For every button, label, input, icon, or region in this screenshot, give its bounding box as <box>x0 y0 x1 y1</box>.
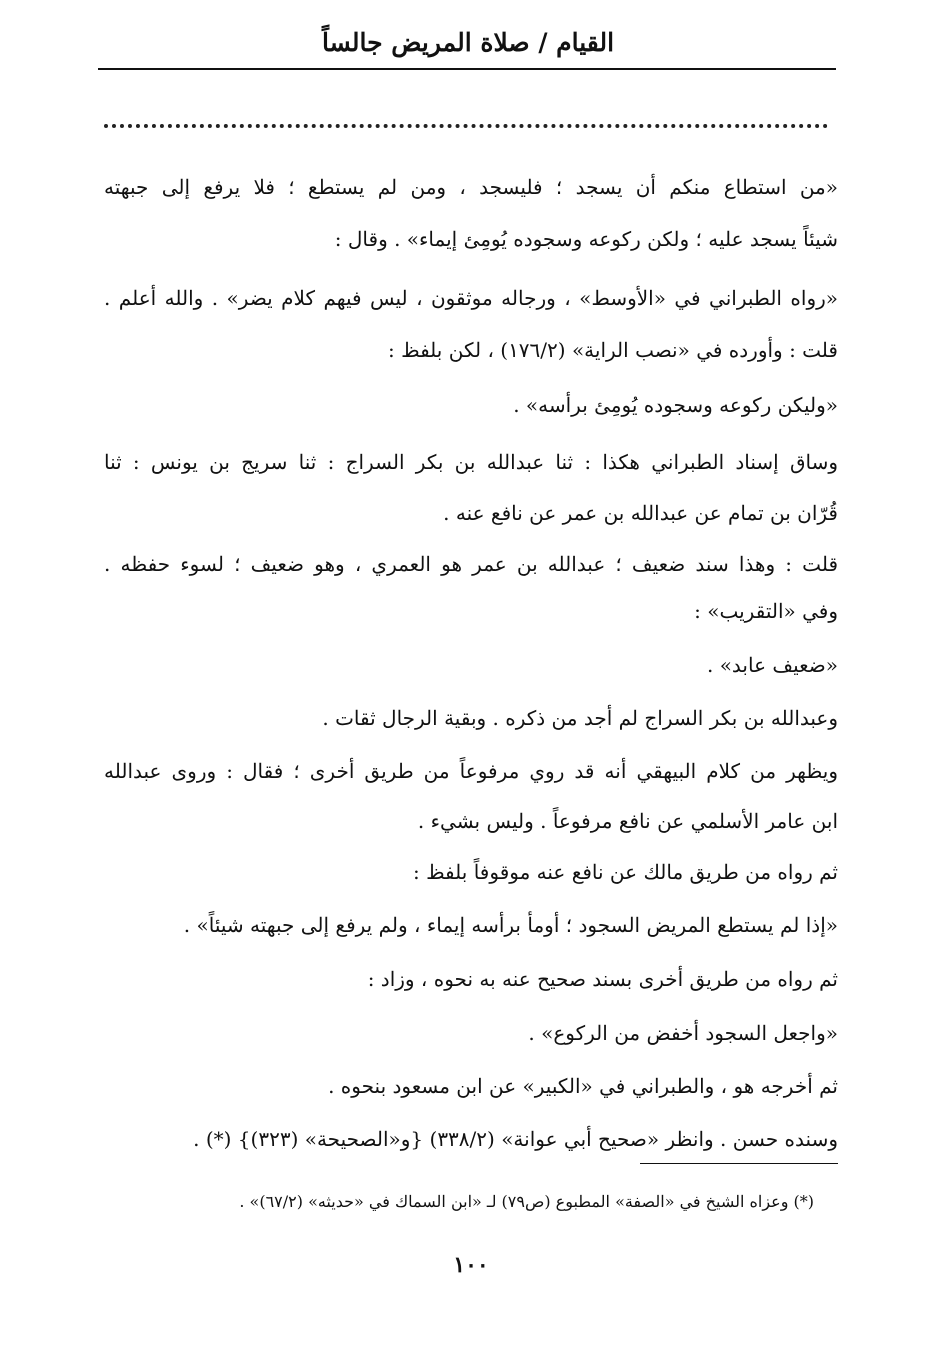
body-line: وسنده حسن . وانظر «صحيح أبي عوانة» (٣٣٨/٢) {و«الصحيحة» (٣٢٣)} (*) . <box>193 1127 838 1151</box>
body-line: «وليكن ركوعه وسجوده يُومِئ برأسه» . <box>513 393 838 417</box>
body-line: ابن عامر الأسلمي عن نافع مرفوعاً . وليس بشيء . <box>417 809 838 833</box>
body-line: «واجعل السجود أخفض من الركوع» . <box>528 1021 838 1045</box>
dotted-separator <box>104 124 828 128</box>
body-line: وعبدالله بن بكر السراج لم أجد من ذكره . وبقية الرجال ثقات . <box>322 706 838 730</box>
header-rule <box>98 68 836 70</box>
body-line: قُرّان بن تمام عن عبدالله بن عمر عن نافع عنه . <box>443 501 838 525</box>
footnote: (*) وعزاه الشيخ في «الصفة» المطبوع (ص٧٩) لـ «ابن السماك في «حديثه» (٦٧/٢)» . <box>239 1192 814 1211</box>
page-number: ١٠٠ <box>453 1252 489 1278</box>
body-line: ويظهر من كلام البيهقي أنه قد روي مرفوعاً من طريق أخرى ؛ فقال : وروى عبدالله <box>104 759 838 783</box>
body-line: وفي «التقريب» : <box>694 599 838 623</box>
body-line: «رواه الطبراني في «الأوسط» ، ورجاله موثقون ، ليس فيهم كلام يضر» . والله أعلم . <box>104 286 838 310</box>
body-line: قلت : وأورده في «نصب الراية» (١٧٦/٢) ، لكن بلفظ : <box>387 338 838 362</box>
body-line: ثم أخرجه هو ، والطبراني في «الكبير» عن ابن مسعود بنحوه . <box>328 1074 838 1098</box>
footnote-rule <box>640 1163 838 1164</box>
body-line: ثم رواه من طريق أخرى بسند صحيح عنه به نحوه ، وزاد : <box>367 967 838 991</box>
body-line: «إذا لم يستطع المريض السجود ؛ أومأ برأسه إيماء ، ولم يرفع إلى جبهته شيئاً» . <box>183 913 838 937</box>
body-line: «من استطاع منكم أن يسجد ؛ فليسجد ، ومن لم يستطع ؛ فلا يرفع إلى جبهته <box>104 175 838 199</box>
body-line: قلت : وهذا سند ضعيف ؛ عبدالله بن عمر هو العمري ، وهو ضعيف ؛ لسوء حفظه . <box>104 552 838 576</box>
body-line: ثم رواه من طريق مالك عن نافع عنه موقوفاً بلفظ : <box>412 860 838 884</box>
running-header-title: القيام / صلاة المريض جالساً <box>321 28 615 57</box>
body-line: «ضعيف عابد» . <box>706 653 838 677</box>
body-line: وساق إسناد الطبراني هكذا : ثنا عبدالله بن بكر السراج : ثنا سريج بن يونس : ثنا <box>104 450 838 474</box>
body-line: شيئاً يسجد عليه ؛ ولكن ركوعه وسجوده يُومِئ إيماء» . وقال : <box>334 227 838 251</box>
